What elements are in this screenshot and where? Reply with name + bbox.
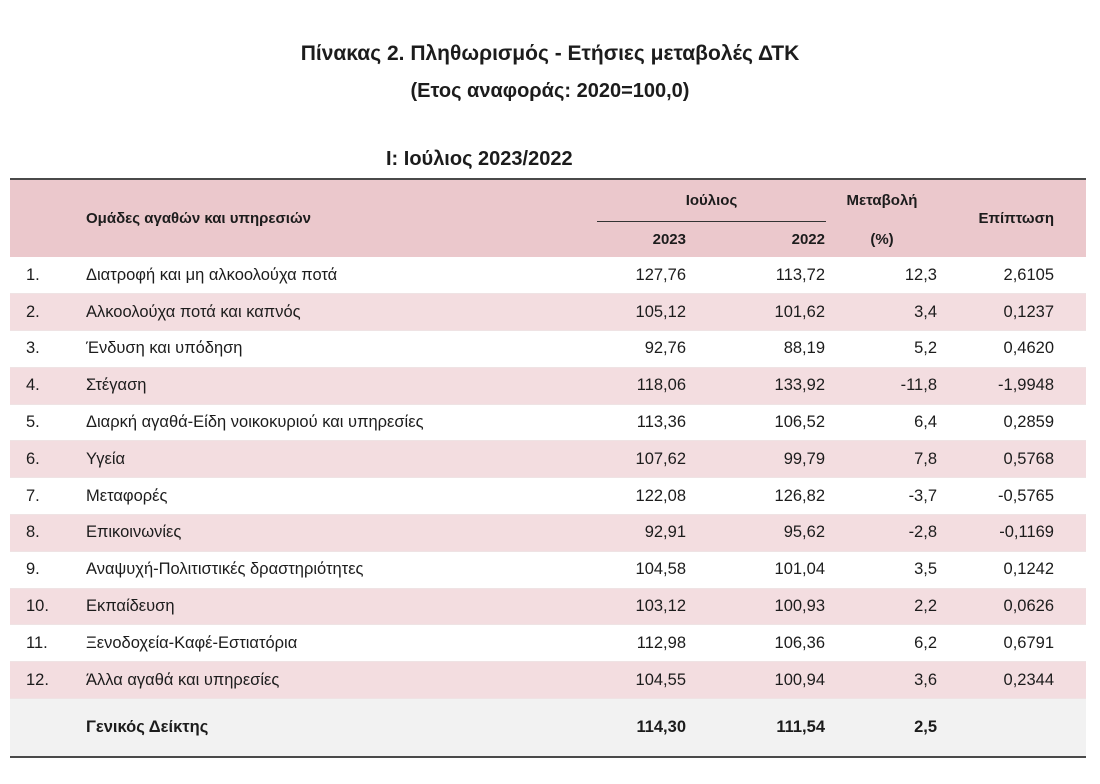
row-change: 5,2: [826, 331, 938, 368]
row-number: 4.: [10, 367, 85, 404]
row-group-name: Διαρκή αγαθά-Είδη νοικοκυριού και υπηρεσίες: [85, 404, 597, 441]
row-value-2022: 106,52: [686, 404, 826, 441]
table-body: [10, 257, 1086, 757]
row-value-2023: 103,12: [597, 588, 686, 625]
table-row: [10, 551, 1086, 588]
row-value-2022: 95,62: [686, 515, 826, 552]
table-row: [10, 515, 1086, 552]
row-value-2022: 101,62: [686, 294, 826, 331]
row-value-2022: 100,94: [686, 662, 826, 699]
row-value-2022: 113,72: [686, 257, 826, 294]
total-row: [10, 699, 1086, 757]
row-value-2023: 104,55: [597, 662, 686, 699]
row-number: 3.: [10, 331, 85, 368]
row-value-2022: 126,82: [686, 478, 826, 515]
row-impact: -1,9948: [938, 367, 1086, 404]
row-number: 5.: [10, 404, 85, 441]
table-row: [10, 662, 1086, 699]
row-value-2023: 107,62: [597, 441, 686, 478]
row-change: 3,4: [826, 294, 938, 331]
row-change: -11,8: [826, 367, 938, 404]
row-impact: 0,2344: [938, 662, 1086, 699]
table-row: [10, 625, 1086, 662]
header-change: Μεταβολή: [826, 179, 938, 221]
row-value-2023: 112,98: [597, 625, 686, 662]
row-number: 11.: [10, 625, 85, 662]
table-row: [10, 441, 1086, 478]
row-impact: 0,4620: [938, 331, 1086, 368]
header-july: Ιούλιος: [597, 179, 826, 221]
row-change: 12,3: [826, 257, 938, 294]
table-row: [10, 404, 1086, 441]
table-row: [10, 367, 1086, 404]
table-row: [10, 257, 1086, 294]
total-number: [10, 699, 85, 757]
row-number: 10.: [10, 588, 85, 625]
header-change-unit: (%): [826, 221, 938, 257]
row-number: 9.: [10, 551, 85, 588]
inflation-table: [10, 178, 1086, 758]
row-number: 1.: [10, 257, 85, 294]
total-label: Γενικός Δείκτης: [85, 699, 597, 757]
row-group-name: Μεταφορές: [85, 478, 597, 515]
row-number: 8.: [10, 515, 85, 552]
total-value-2023: 114,30: [597, 699, 686, 757]
table-row: [10, 588, 1086, 625]
table-header: [10, 179, 1086, 257]
row-impact: -0,5765: [938, 478, 1086, 515]
header-year-2022: 2022: [686, 221, 826, 257]
total-value-2022: 111,54: [686, 699, 826, 757]
row-group-name: Ξενοδοχεία-Καφέ-Εστιατόρια: [85, 625, 597, 662]
row-value-2022: 88,19: [686, 331, 826, 368]
row-impact: 0,2859: [938, 404, 1086, 441]
row-value-2023: 105,12: [597, 294, 686, 331]
row-group-name: Στέγαση: [85, 367, 597, 404]
row-number: 6.: [10, 441, 85, 478]
row-group-name: Άλλα αγαθά και υπηρεσίες: [85, 662, 597, 699]
row-value-2023: 127,76: [597, 257, 686, 294]
row-number: 12.: [10, 662, 85, 699]
header-year-2023: 2023: [597, 221, 686, 257]
row-impact: -0,1169: [938, 515, 1086, 552]
row-number: 7.: [10, 478, 85, 515]
row-group-name: Διατροφή και μη αλκοολούχα ποτά: [85, 257, 597, 294]
total-change: 2,5: [826, 699, 938, 757]
table-row: [10, 478, 1086, 515]
table-row: [10, 294, 1086, 331]
row-group-name: Αναψυχή-Πολιτιστικές δραστηριότητες: [85, 551, 597, 588]
row-number: 2.: [10, 294, 85, 331]
row-group-name: Επικοινωνίες: [85, 515, 597, 552]
row-impact: 0,6791: [938, 625, 1086, 662]
row-group-name: Υγεία: [85, 441, 597, 478]
section-heading: I: Ιούλιος 2023/2022: [386, 148, 573, 170]
header-row-top: [10, 179, 1086, 221]
row-value-2023: 92,91: [597, 515, 686, 552]
row-change: -3,7: [826, 478, 938, 515]
header-impact: Επίπτωση: [938, 179, 1086, 257]
row-value-2022: 106,36: [686, 625, 826, 662]
row-impact: 0,0626: [938, 588, 1086, 625]
row-group-name: Αλκοολούχα ποτά και καπνός: [85, 294, 597, 331]
row-value-2023: 113,36: [597, 404, 686, 441]
row-impact: 0,1242: [938, 551, 1086, 588]
row-value-2022: 101,04: [686, 551, 826, 588]
row-value-2023: 122,08: [597, 478, 686, 515]
row-change: 3,6: [826, 662, 938, 699]
table-row: [10, 331, 1086, 368]
header-groups: Ομάδες αγαθών και υπηρεσιών: [10, 179, 597, 257]
row-impact: 0,1237: [938, 294, 1086, 331]
row-change: 6,2: [826, 625, 938, 662]
row-value-2022: 133,92: [686, 367, 826, 404]
row-change: 2,2: [826, 588, 938, 625]
row-change: 6,4: [826, 404, 938, 441]
page-subtitle: (Ετος αναφοράς: 2020=100,0): [410, 80, 690, 102]
total-impact: [938, 699, 1086, 757]
row-value-2023: 118,06: [597, 367, 686, 404]
row-impact: 0,5768: [938, 441, 1086, 478]
page-title: Πίνακας 2. Πληθωρισμός - Ετήσιες μεταβολές ΔΤΚ: [300, 42, 800, 65]
row-change: 3,5: [826, 551, 938, 588]
row-change: 7,8: [826, 441, 938, 478]
row-change: -2,8: [826, 515, 938, 552]
row-value-2023: 104,58: [597, 551, 686, 588]
row-group-name: Εκπαίδευση: [85, 588, 597, 625]
row-value-2022: 100,93: [686, 588, 826, 625]
row-value-2022: 99,79: [686, 441, 826, 478]
row-impact: 2,6105: [938, 257, 1086, 294]
row-group-name: Ένδυση και υπόδηση: [85, 331, 597, 368]
row-value-2023: 92,76: [597, 331, 686, 368]
